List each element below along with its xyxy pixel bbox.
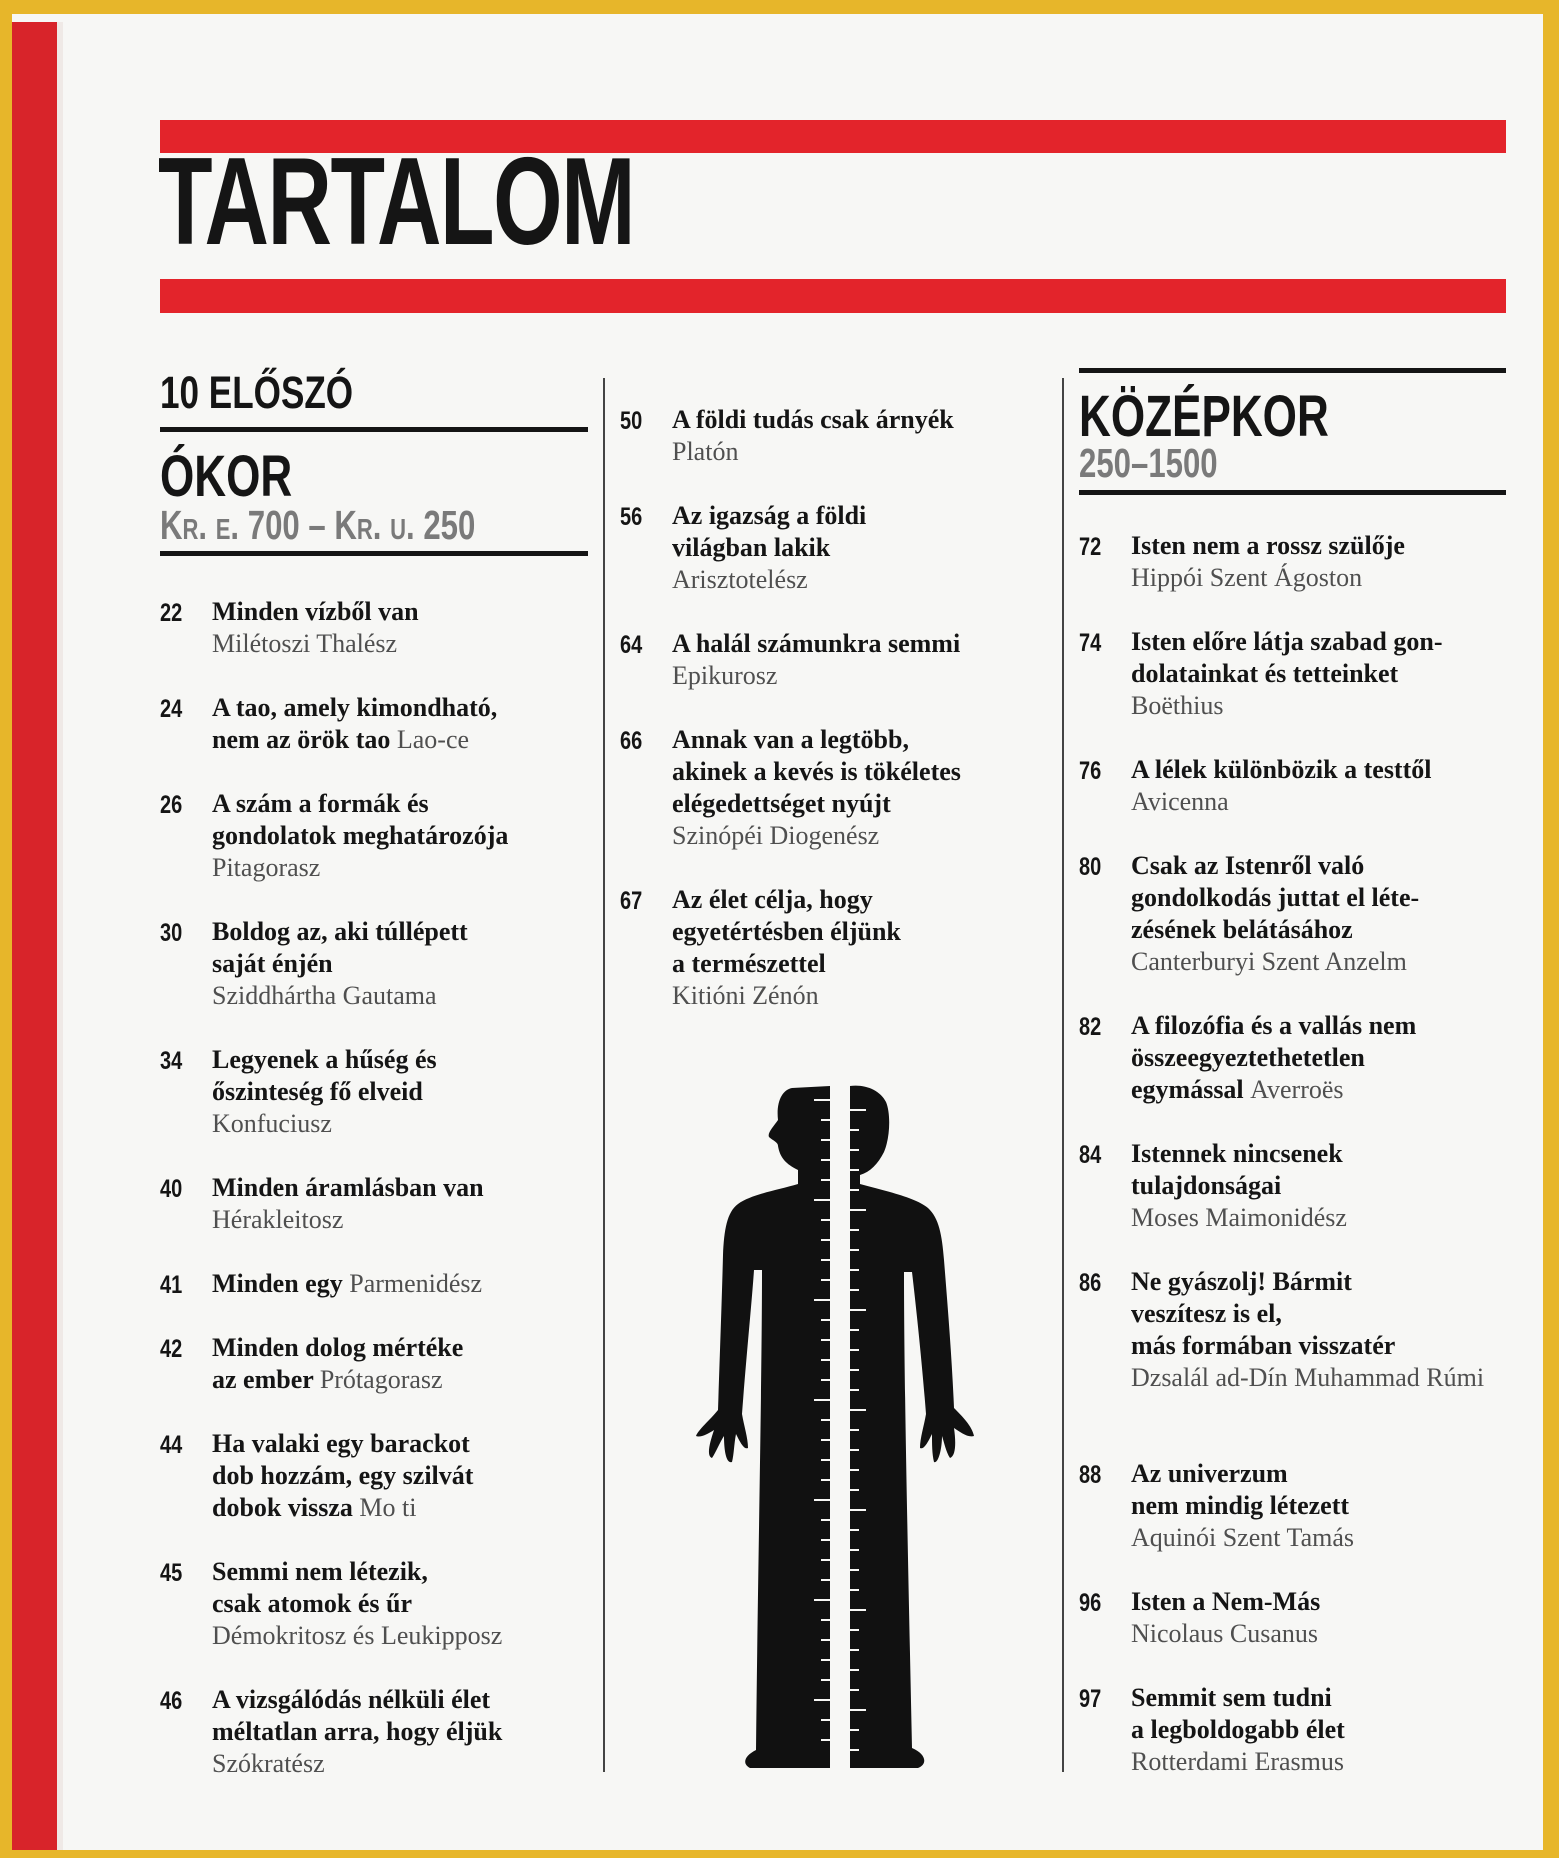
entry-title-line: A tao, amely kimondható, (212, 693, 498, 722)
entry-author: Prótagorasz (319, 1365, 443, 1394)
preface-rule (160, 427, 588, 432)
entry-title-line: a legboldogabb élet (1131, 1715, 1345, 1744)
page-number: 46 (160, 1687, 183, 1715)
page-number: 96 (1079, 1589, 1102, 1617)
entry-title-line: gondolkodás juttat el léte- (1131, 883, 1420, 912)
entry-author: Avicenna (1131, 787, 1229, 816)
page-number: 50 (620, 407, 643, 435)
entry-title-line: Ha valaki egy barackot (212, 1429, 470, 1458)
page-number: 97 (1079, 1685, 1102, 1713)
entry-author: Epikurosz (672, 661, 778, 690)
human-silhouette-measuring-scale-icon (690, 1080, 975, 1780)
page-number: 74 (1079, 629, 1102, 657)
medieval-era-range: 250–1500 (1079, 440, 1218, 486)
entry-author: Szinópéi Diogenész (672, 821, 880, 850)
entry-title-line: őszinteség fő elveid (212, 1077, 423, 1106)
entry-title-line: Az élet célja, hogy (672, 885, 873, 914)
entry-author: Platón (672, 437, 739, 466)
entry-title-line: Legyenek a hűség és (212, 1045, 437, 1074)
entry-title-line: A szám a formák és (212, 789, 429, 818)
entry-author: Pitagorasz (212, 853, 321, 882)
page-number: 24 (160, 695, 183, 723)
entry-title-line: a természettel (672, 949, 826, 978)
entry-title-line: A földi tudás csak árnyék (672, 405, 954, 434)
entry-author: Sziddhártha Gautama (212, 981, 437, 1010)
page-number: 40 (160, 1175, 183, 1203)
entry-title-line: az ember (212, 1365, 314, 1394)
entry-author: Konfuciusz (212, 1109, 332, 1138)
entry-title-line: Minden áramlásban van (212, 1173, 484, 1202)
entry-title-line: akinek a kevés is tökéletes (672, 757, 961, 786)
entry-title-line: Annak van a legtöbb, (672, 725, 909, 754)
entry-title-line: Boldog az, aki túllépett (212, 917, 468, 946)
page-number: 30 (160, 919, 183, 947)
entry-author: Parmenidész (349, 1269, 483, 1298)
entry-title-line: A vizsgálódás nélküli élet (212, 1685, 491, 1714)
entry-author: Nicolaus Cusanus (1131, 1619, 1319, 1648)
entry-title-line: más formában visszatér (1131, 1331, 1396, 1360)
column-divider-right (1062, 378, 1064, 1772)
spine-highlight (57, 22, 63, 1850)
entry-author: Rotterdami Erasmus (1131, 1747, 1345, 1776)
entry-author: Hérakleitosz (212, 1205, 344, 1234)
page-number: 66 (620, 727, 643, 755)
medieval-era-top-rule (1079, 368, 1506, 373)
page-number: 88 (1079, 1461, 1102, 1489)
entry-author: Lao-ce (396, 725, 470, 754)
entry-title-line: saját énjén (212, 949, 333, 978)
entry-author: Mo ti (359, 1493, 417, 1522)
entry-title-line: elégedettséget nyújt (672, 789, 891, 818)
entry-title-line: Minden vízből van (212, 597, 419, 626)
header-bottom-bar (160, 279, 1506, 313)
entry-author: Hippói Szent Ágoston (1131, 563, 1363, 592)
entry-title-line: egymással (1131, 1075, 1244, 1104)
medieval-era-rule (1079, 490, 1506, 495)
medieval-era-title: KÖZÉPKOR (1079, 384, 1329, 449)
page-number: 80 (1079, 853, 1102, 881)
entry-title-line: méltatlan arra, hogy éljük (212, 1717, 503, 1746)
entry-title-line: gondolatok meghatározója (212, 821, 509, 850)
entry-author: Aquinói Szent Tamás (1131, 1523, 1355, 1552)
page-number: 67 (620, 887, 643, 915)
entry-title-line: csak atomok és űr (212, 1589, 413, 1618)
ancient-era-range-text: Kr. e. 700 – Kr. u. 250 (160, 502, 476, 548)
page-number: 45 (160, 1559, 183, 1587)
entry-author: Canterburyi Szent Anzelm (1131, 947, 1407, 976)
page-number: 76 (1079, 757, 1102, 785)
entry-author: Démokritosz és Leukipposz (212, 1621, 503, 1650)
entry-author: Arisztotelész (672, 565, 808, 594)
entry-title-line: dob hozzám, egy szilvát (212, 1461, 474, 1490)
entry-title-line: Minden dolog mértéke (212, 1333, 464, 1362)
entry-title-line: nem az örök tao (212, 725, 391, 754)
entry-title-line: nem mindig létezett (1131, 1491, 1350, 1520)
entry-author: Averroës (1250, 1075, 1344, 1104)
entry-title-line: összeegyeztethetetlen (1131, 1043, 1365, 1072)
entry-title-line: dobok vissza (212, 1493, 353, 1522)
entry-title-line: Az univerzum (1131, 1459, 1288, 1488)
entry-author: Kitióni Zénón (672, 981, 819, 1010)
column-divider-left (603, 378, 605, 1772)
entry-title-line: zésének belátásához (1131, 915, 1353, 944)
entry-title-line: világban lakik (672, 533, 831, 562)
entry-title-line: veszítesz is el, (1131, 1299, 1282, 1328)
page-number: 84 (1079, 1141, 1102, 1169)
ancient-era-range (160, 502, 476, 548)
entry-author: Dzsalál ad-Dín Muhammad Rúmi (1131, 1363, 1485, 1392)
preface-entry[interactable]: 10 ELŐSZÓ (160, 367, 354, 418)
entry-title-line: A filozófia és a vallás nem (1131, 1011, 1417, 1040)
entry-author: Milétoszi Thalész (212, 629, 398, 658)
entry-title-line: Semmi nem létezik, (212, 1557, 428, 1586)
page-number: 82 (1079, 1013, 1102, 1041)
entry-title-line: A halál számunkra semmi (672, 629, 961, 658)
page-title: TARTALOM (158, 133, 635, 271)
page-number: 44 (160, 1431, 183, 1459)
entry-title-line: Csak az Istenről való (1131, 851, 1365, 880)
entry-title-line: Ne gyászolj! Bármit (1131, 1267, 1352, 1296)
page-number: 26 (160, 791, 183, 819)
page-number: 56 (620, 503, 643, 531)
entry-title-line: Isten a Nem-Más (1131, 1587, 1321, 1616)
ancient-era-title: ÓKOR (160, 444, 293, 509)
page-number: 64 (620, 631, 643, 659)
entry-title-line: A lélek különbözik a testtől (1131, 755, 1432, 784)
entry-title-line: tulajdonságai (1131, 1171, 1282, 1200)
page-number: 22 (160, 599, 183, 627)
page-number: 34 (160, 1047, 183, 1075)
entry-title-line: egyetértésben éljünk (672, 917, 901, 946)
entry-title-line: Az igazság a földi (672, 501, 867, 530)
page-number: 41 (160, 1271, 183, 1299)
page-number: 86 (1079, 1269, 1102, 1297)
entry-title-line: Isten nem a rossz szülője (1131, 531, 1405, 560)
entry-title-line: dolatainkat és tetteinket (1131, 659, 1399, 688)
page-number: 72 (1079, 533, 1102, 561)
entry-author: Szókratész (212, 1749, 325, 1778)
book-spine-edge (12, 22, 57, 1850)
entry-author: Boëthius (1131, 691, 1224, 720)
entry-title-line: Isten előre látja szabad gon- (1131, 627, 1443, 656)
entry-author: Moses Maimonidész (1131, 1203, 1347, 1232)
ancient-era-rule (160, 551, 588, 556)
entry-title-line: Minden egy (212, 1269, 343, 1298)
page-number: 42 (160, 1335, 183, 1363)
entry-title-line: Semmit sem tudni (1131, 1683, 1332, 1712)
entry-title-line: Istennek nincsenek (1131, 1139, 1343, 1168)
